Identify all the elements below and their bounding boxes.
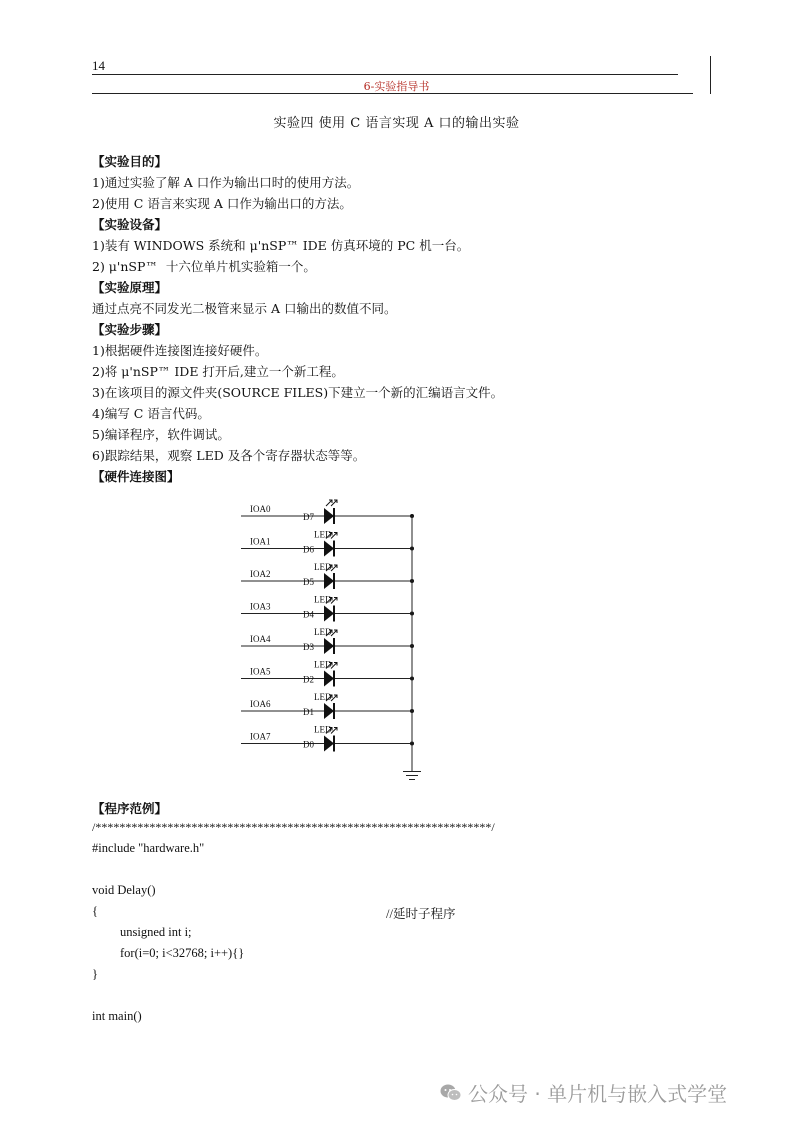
section-heading-equipment: 【实验设备】 — [92, 217, 168, 232]
diode-label: D3 — [303, 642, 314, 652]
code-delay-decl: void Delay() — [92, 883, 156, 897]
section-heading-steps: 【实验步骤】 — [92, 322, 168, 337]
led-diode — [324, 541, 334, 557]
led-diode — [324, 573, 334, 589]
diode-label: D1 — [303, 707, 314, 717]
step-line-2: 2)将 μ'nSP™ IDE 打开后,建立一个新工程。 — [92, 364, 344, 379]
hardware-connection-diagram — [236, 490, 436, 790]
header-title: 6-实验指导书 — [363, 80, 430, 93]
principle-line-1: 通过点亮不同发光二极管来显示 A 口输出的数值不同。 — [92, 301, 397, 316]
diode-label: D0 — [303, 739, 314, 750]
step-line-5: 5)编译程序，软件调试。 — [92, 427, 230, 442]
section-heading-purpose: 【实验目的】 — [92, 154, 168, 169]
section-heading-principle: 【实验原理】 — [92, 280, 168, 295]
watermark — [440, 1078, 727, 1107]
step-line-4: 4)编写 C 语言代码。 — [92, 406, 210, 421]
diode-label: D6 — [303, 544, 314, 555]
led-label: LED — [314, 627, 332, 637]
page-number: 14 — [92, 58, 105, 73]
port-label: IOA4 — [250, 634, 271, 644]
header-rule-bottom — [92, 93, 693, 94]
watermark-text: 公众号 · 单片机与嵌入式学堂 — [468, 1082, 728, 1106]
led-diode — [324, 703, 334, 719]
step-line-1: 1)根据硬件连接图连接好硬件。 — [92, 343, 268, 358]
purpose-line-2: 2)使用 C 语言来实现 A 口作为输出口的方法。 — [92, 196, 352, 211]
led-diode — [324, 508, 334, 524]
code-main-decl: int main() — [92, 1009, 142, 1023]
equipment-line-2: 2) μ'nSP™ 十六位单片机实验箱一个。 — [92, 259, 316, 274]
port-label: IOA7 — [250, 731, 271, 742]
led-label: LED — [314, 659, 332, 670]
led-diode — [324, 736, 334, 752]
diode-label: D4 — [303, 609, 314, 620]
section-heading-program: 【程序范例】 — [92, 801, 168, 816]
led-label: LED — [314, 724, 332, 735]
port-label: IOA3 — [250, 601, 271, 612]
port-label: IOA0 — [250, 504, 271, 514]
experiment-title: 实验四 使用 C 语言实现 A 口的输出实验 — [273, 116, 520, 131]
code-for-loop: for(i=0; i<32768; i++){} — [120, 946, 245, 960]
port-label: IOA5 — [250, 666, 271, 677]
equipment-line-1: 1)装有 WINDOWS 系统和 μ'nSP™ IDE 仿真环境的 PC 机一台。 — [92, 238, 470, 253]
step-line-6: 6)跟踪结果，观察 LED 及各个寄存器状态等等。 — [92, 448, 366, 463]
led-diode — [324, 638, 334, 654]
led-label: LED — [314, 692, 332, 702]
led-label: LED — [314, 529, 332, 540]
wechat-icon — [440, 1083, 462, 1103]
led-label: LED — [314, 562, 332, 572]
code-var-decl: unsigned int i; — [120, 925, 192, 939]
port-label: IOA1 — [250, 536, 271, 547]
purpose-line-1: 1)通过实验了解 A 口作为输出口时的使用方法。 — [92, 175, 360, 190]
step-line-3: 3)在该项目的源文件夹(SOURCE FILES)下建立一个新的汇编语言文件。 — [92, 385, 504, 400]
port-label: IOA6 — [250, 699, 271, 709]
light-arrow — [326, 500, 332, 506]
section-heading-hardware: 【硬件连接图】 — [92, 469, 180, 484]
led-label: LED — [314, 594, 332, 605]
diode-label: D5 — [303, 577, 314, 587]
comment-stars: /******************************************************************/ — [92, 820, 495, 834]
diode-label: D2 — [303, 674, 314, 685]
led-diode — [324, 671, 334, 687]
code-open-brace: { — [92, 904, 98, 918]
code-close-brace: } — [92, 967, 98, 981]
port-label: IOA2 — [250, 569, 271, 579]
code-comment-delay: //延时子程序 — [386, 907, 456, 921]
led-diode — [324, 606, 334, 622]
diode-label: D7 — [303, 512, 314, 522]
header-rule-top — [92, 74, 678, 75]
code-include: #include "hardware.h" — [92, 841, 205, 855]
